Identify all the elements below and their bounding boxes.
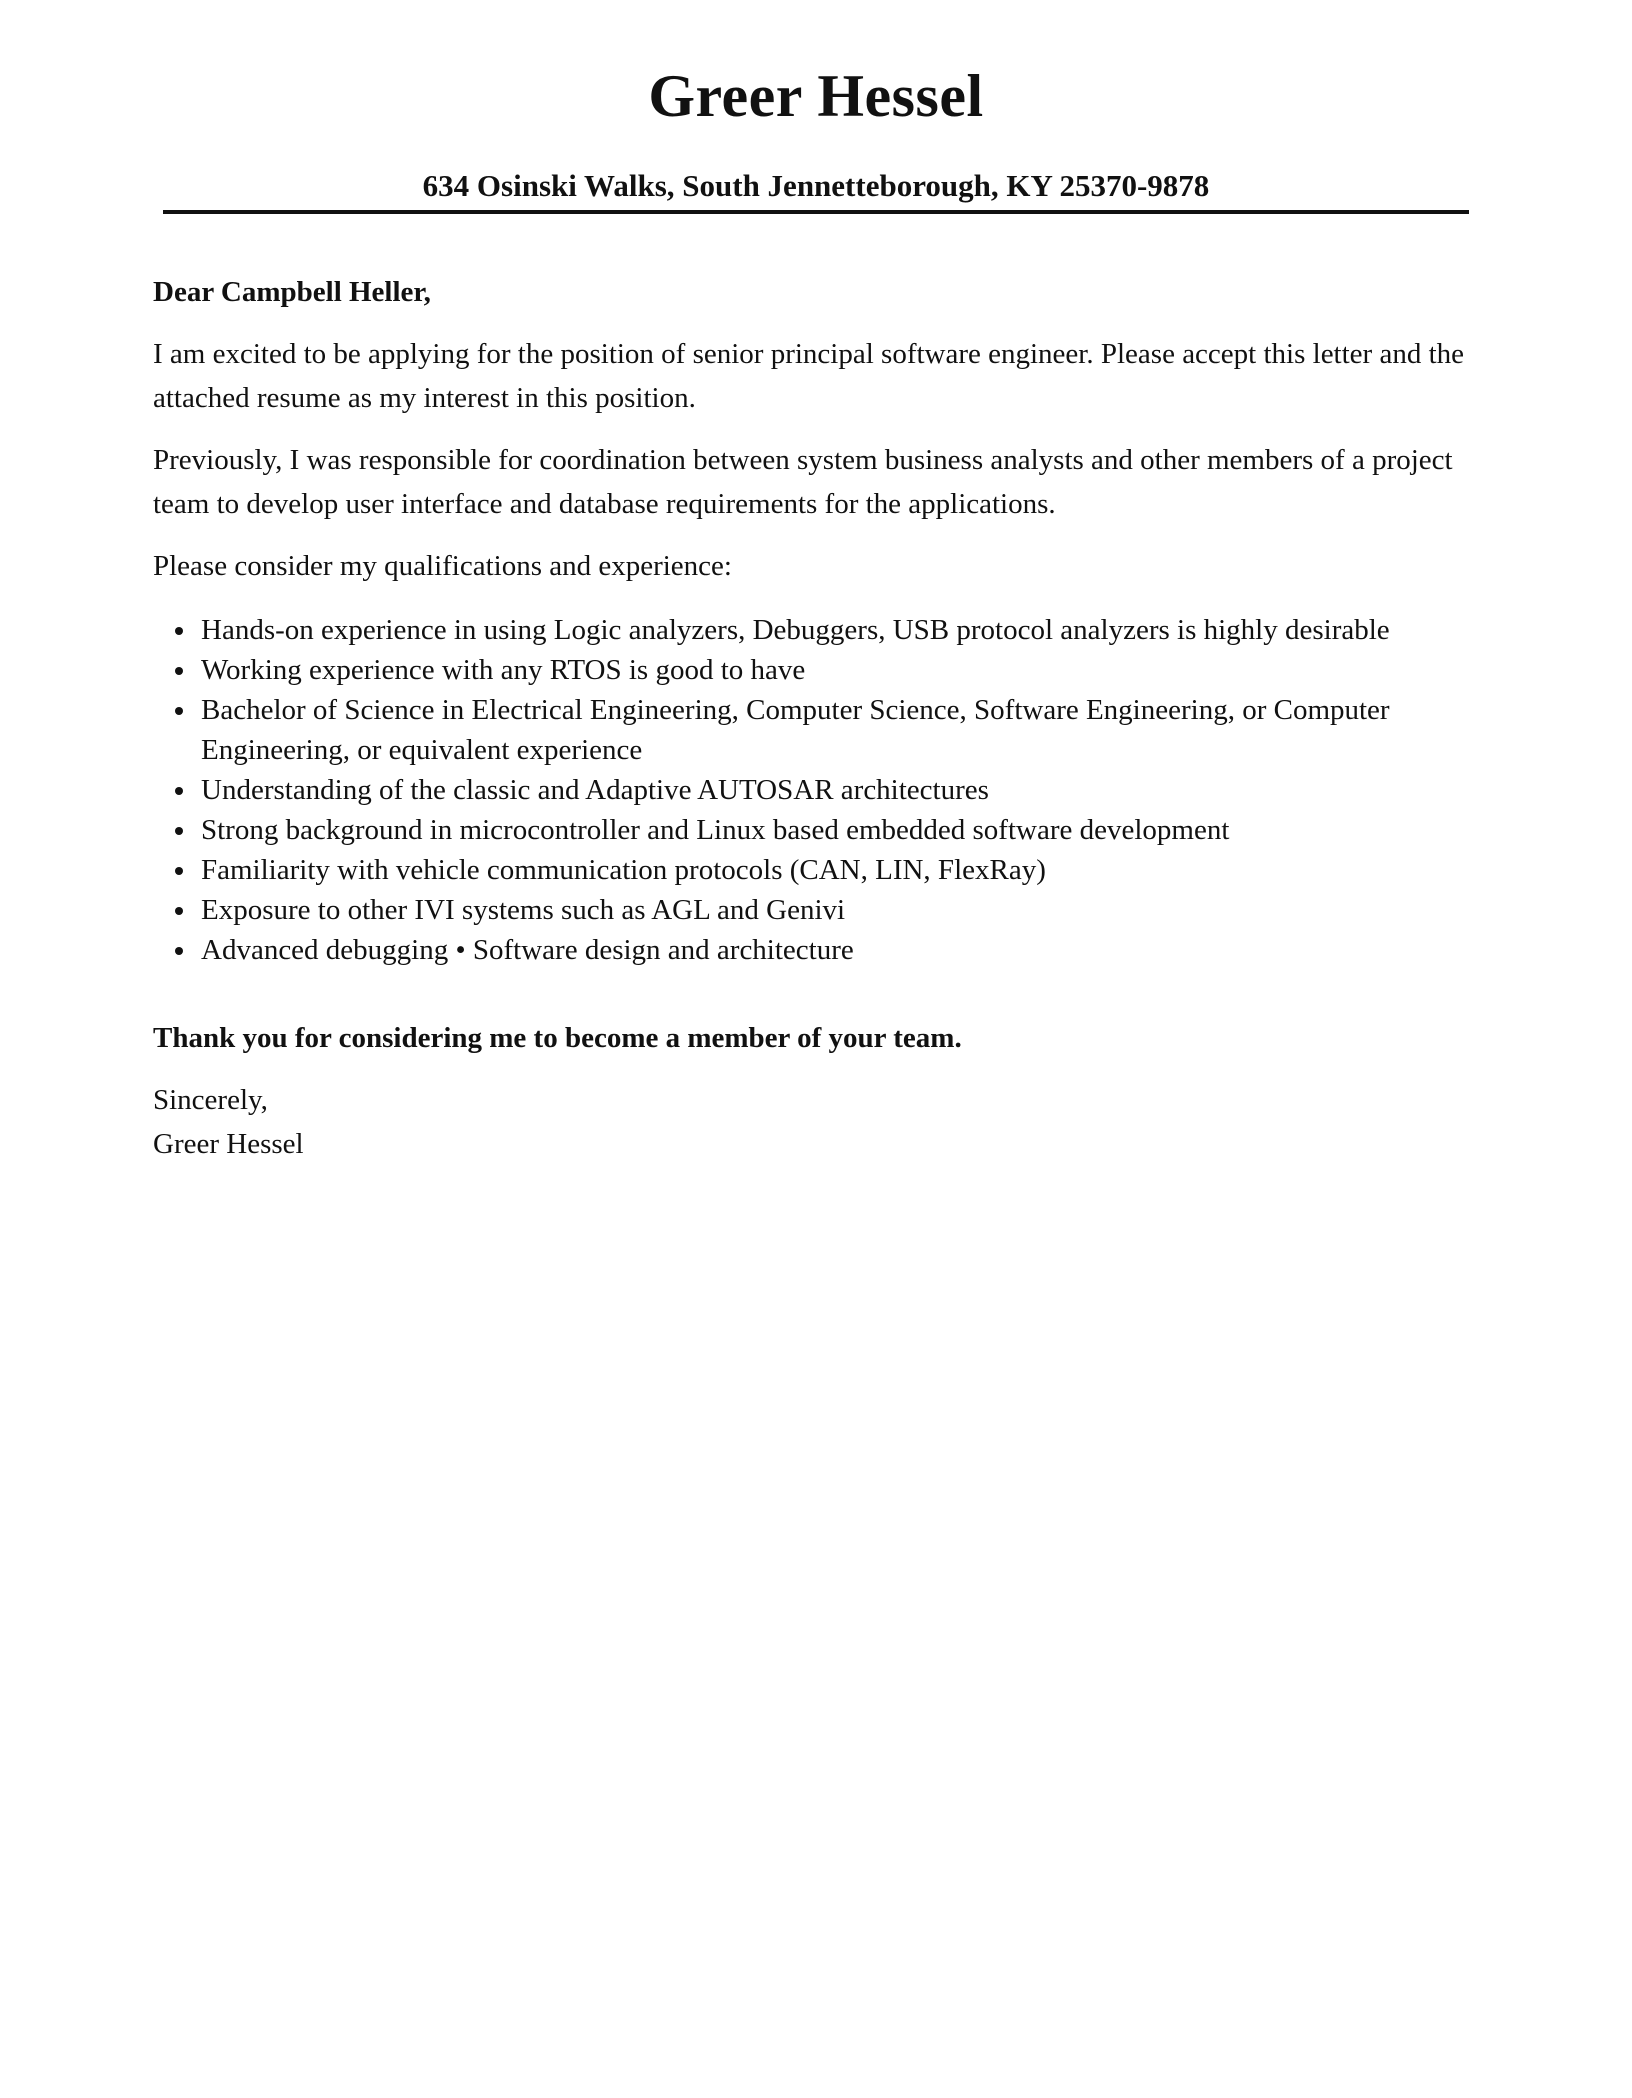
list-item bbox=[153, 770, 1473, 810]
bullet-icon bbox=[175, 827, 183, 835]
qualifications-list bbox=[153, 610, 1473, 970]
bullet-icon bbox=[175, 787, 183, 795]
thank-you-line: Thank you for considering me to become a member of your team. bbox=[153, 1022, 962, 1054]
list-item-text: Bachelor of Science in Electrical Engineering, Computer Science, Software Engineering, or Computer Engineering, or equivalent experience bbox=[201, 694, 1390, 766]
intro-paragraph: I am excited to be applying for the position of senior principal software engineer. Please accept this letter and the attached resume as my interest in this position. bbox=[153, 338, 1465, 414]
list-item-text: Hands-on experience in using Logic analyzers, Debuggers, USB protocol analyzers is highly desirable bbox=[201, 614, 1390, 646]
applicant-address: 634 Osinski Walks, South Jennetteborough, KY 25370-9878 bbox=[422, 168, 1210, 203]
bullet-icon bbox=[175, 667, 183, 675]
bullet-icon bbox=[175, 627, 183, 635]
signature-name: Greer Hessel bbox=[153, 1128, 304, 1160]
closing-phrase: Sincerely, bbox=[153, 1084, 268, 1116]
list-item-text: Exposure to other IVI systems such as AGL and Genivi bbox=[201, 894, 846, 926]
bullet-icon bbox=[175, 947, 183, 955]
list-item-text: Strong background in microcontroller and Linux based embedded software development bbox=[201, 814, 1230, 846]
bullet-icon bbox=[175, 867, 183, 875]
list-item-text: Understanding of the classic and Adaptive AUTOSAR architectures bbox=[201, 774, 989, 806]
list-item-text: Advanced debugging • Software design and architecture bbox=[201, 934, 854, 966]
list-item bbox=[153, 930, 1473, 970]
header-divider bbox=[163, 210, 1469, 214]
experience-paragraph: Previously, I was responsible for coordination between system business analysts and other members of a project team to develop user interface and database requirements for the applications. bbox=[153, 444, 1453, 520]
list-item bbox=[153, 850, 1473, 890]
list-item bbox=[153, 610, 1473, 650]
list-item-text: Working experience with any RTOS is good to have bbox=[201, 654, 806, 686]
letter-body bbox=[153, 270, 1473, 1166]
list-item bbox=[153, 890, 1473, 930]
bullet-icon bbox=[175, 707, 183, 715]
applicant-name: Greer Hessel bbox=[648, 63, 984, 129]
salutation: Dear Campbell Heller, bbox=[153, 276, 431, 308]
bullet-icon bbox=[175, 907, 183, 915]
list-item bbox=[153, 690, 1473, 770]
qualifications-intro: Please consider my qualifications and experience: bbox=[153, 550, 732, 582]
closing-block bbox=[153, 1078, 1473, 1166]
list-item bbox=[153, 650, 1473, 690]
list-item-text: Familiarity with vehicle communication protocols (CAN, LIN, FlexRay) bbox=[201, 854, 1046, 886]
list-item bbox=[153, 810, 1473, 850]
